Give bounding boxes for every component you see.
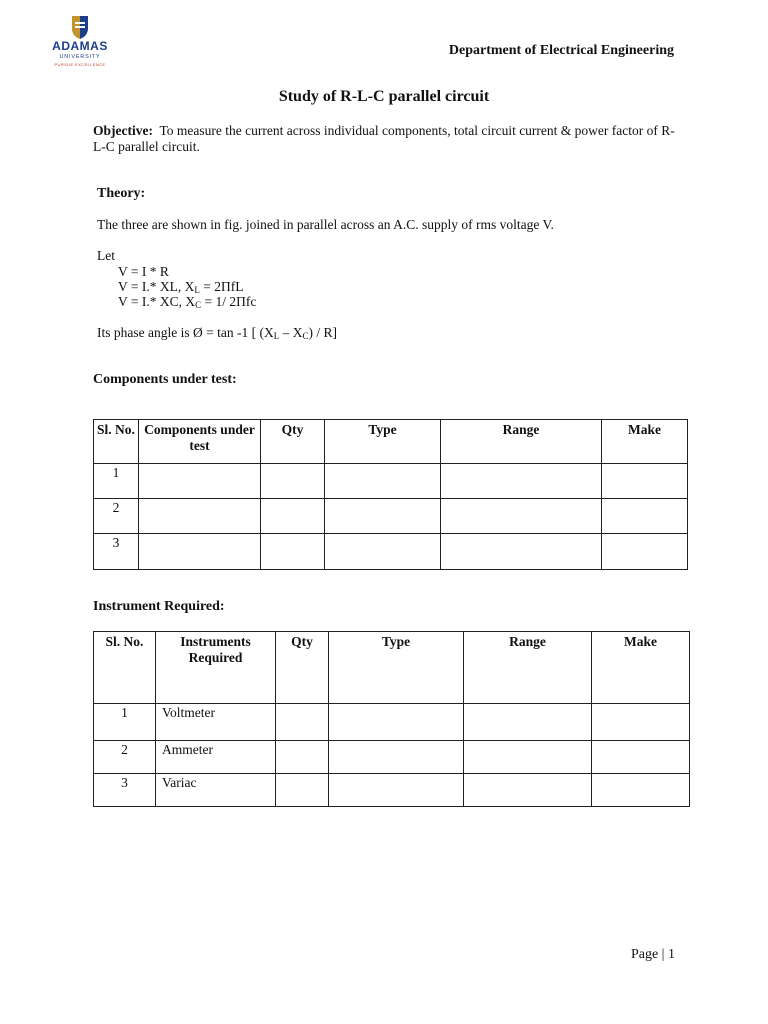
header-cell: Qty: [261, 420, 325, 464]
table-cell: 1: [94, 704, 156, 741]
components-table: [93, 419, 688, 570]
page-title: Study of R-L-C parallel circuit: [278, 88, 490, 105]
phase-part-b: – X: [279, 325, 303, 340]
table-cell: [464, 774, 592, 807]
table-row: [94, 741, 690, 774]
table-header-row: [94, 632, 690, 704]
university-logo: [50, 14, 110, 70]
table-cell: Variac: [156, 774, 276, 807]
table-cell: [441, 464, 602, 499]
equation-1: V = I * R: [118, 264, 169, 279]
phase-part-a: Its phase angle is Ø = tan -1 [ (X: [97, 325, 274, 340]
equation-2-subscript: L: [194, 285, 200, 295]
table-cell: [592, 741, 690, 774]
table-cell: [441, 534, 602, 570]
header-cell: Components under test: [139, 420, 261, 464]
header-cell: Type: [325, 420, 441, 464]
table-cell: [464, 741, 592, 774]
table-cell: 3: [94, 534, 139, 570]
table-cell: [602, 499, 688, 534]
phase-angle-formula: [97, 325, 337, 341]
phase-sub-l: L: [273, 331, 280, 341]
equation-3: [118, 294, 256, 310]
table-cell: [139, 534, 261, 570]
table-cell: 2: [94, 741, 156, 774]
table-row: [94, 534, 688, 570]
theory-heading: Theory:: [97, 186, 146, 201]
header-cell: Sl. No.: [94, 420, 139, 464]
equation-2-main: V = I.* XL, X: [118, 279, 195, 294]
department-name: Department of Electrical Engineering: [448, 43, 674, 58]
instruments-heading: Instrument Required:: [93, 599, 225, 614]
header-cell: Range: [441, 420, 602, 464]
table-cell: [602, 534, 688, 570]
objective: [93, 123, 683, 155]
table-cell: [139, 499, 261, 534]
header-cell: Make: [602, 420, 688, 464]
phase-sub-c: C: [302, 331, 309, 341]
instruments-table: [93, 631, 690, 807]
header-cell: Make: [592, 632, 690, 704]
table-cell: [139, 464, 261, 499]
table-cell: [464, 704, 592, 741]
equation-3-main: V = I.* XC, X: [118, 294, 196, 309]
logo-name: ADAMAS: [52, 39, 108, 53]
theory-intro: The three are shown in fig. joined in parallel across an A.C. supply of rms voltage V.: [97, 217, 554, 232]
header-cell: Instruments Required: [156, 632, 276, 704]
table-cell: [276, 704, 329, 741]
table-cell: [329, 704, 464, 741]
equation-3-rhs: = 1/ 2Πfc: [201, 294, 257, 309]
table-cell: [261, 534, 325, 570]
table-row: [94, 774, 690, 807]
table-cell: [325, 534, 441, 570]
table-cell: [261, 499, 325, 534]
header-cell: Sl. No.: [94, 632, 156, 704]
header-cell: Type: [329, 632, 464, 704]
objective-label: Objective:: [93, 123, 153, 138]
table-row: [94, 499, 688, 534]
table-cell: [592, 704, 690, 741]
equation-2-rhs: = 2ΠfL: [199, 279, 244, 294]
table-cell: [276, 741, 329, 774]
page-number: Page | 1: [630, 947, 675, 962]
table-cell: [329, 741, 464, 774]
logo-tagline: PURSUE EXCELLENCE: [54, 62, 106, 67]
phase-part-c: ) / R]: [308, 325, 337, 340]
table-cell: [592, 774, 690, 807]
table-row: [94, 464, 688, 499]
header-cell: Range: [464, 632, 592, 704]
table-cell: [329, 774, 464, 807]
theory-let: Let: [97, 248, 115, 263]
table-cell: Ammeter: [156, 741, 276, 774]
logo-sub: UNIVERSITY: [59, 54, 101, 60]
equation-3-subscript: C: [195, 300, 202, 310]
objective-text: To measure the current across individual components, total circuit current & power factor of R-L-C parallel circuit.: [93, 123, 675, 154]
table-cell: 1: [94, 464, 139, 499]
table-cell: [261, 464, 325, 499]
equation-2: [118, 279, 243, 295]
header-cell: Qty: [276, 632, 329, 704]
shield-icon: [50, 14, 110, 40]
table-cell: 2: [94, 499, 139, 534]
table-cell: Voltmeter: [156, 704, 276, 741]
table-cell: [441, 499, 602, 534]
table-cell: [325, 499, 441, 534]
components-heading: Components under test:: [93, 372, 237, 387]
table-row: [94, 704, 690, 741]
table-cell: 3: [94, 774, 156, 807]
table-cell: [325, 464, 441, 499]
table-cell: [276, 774, 329, 807]
table-cell: [602, 464, 688, 499]
table-header-row: [94, 420, 688, 464]
